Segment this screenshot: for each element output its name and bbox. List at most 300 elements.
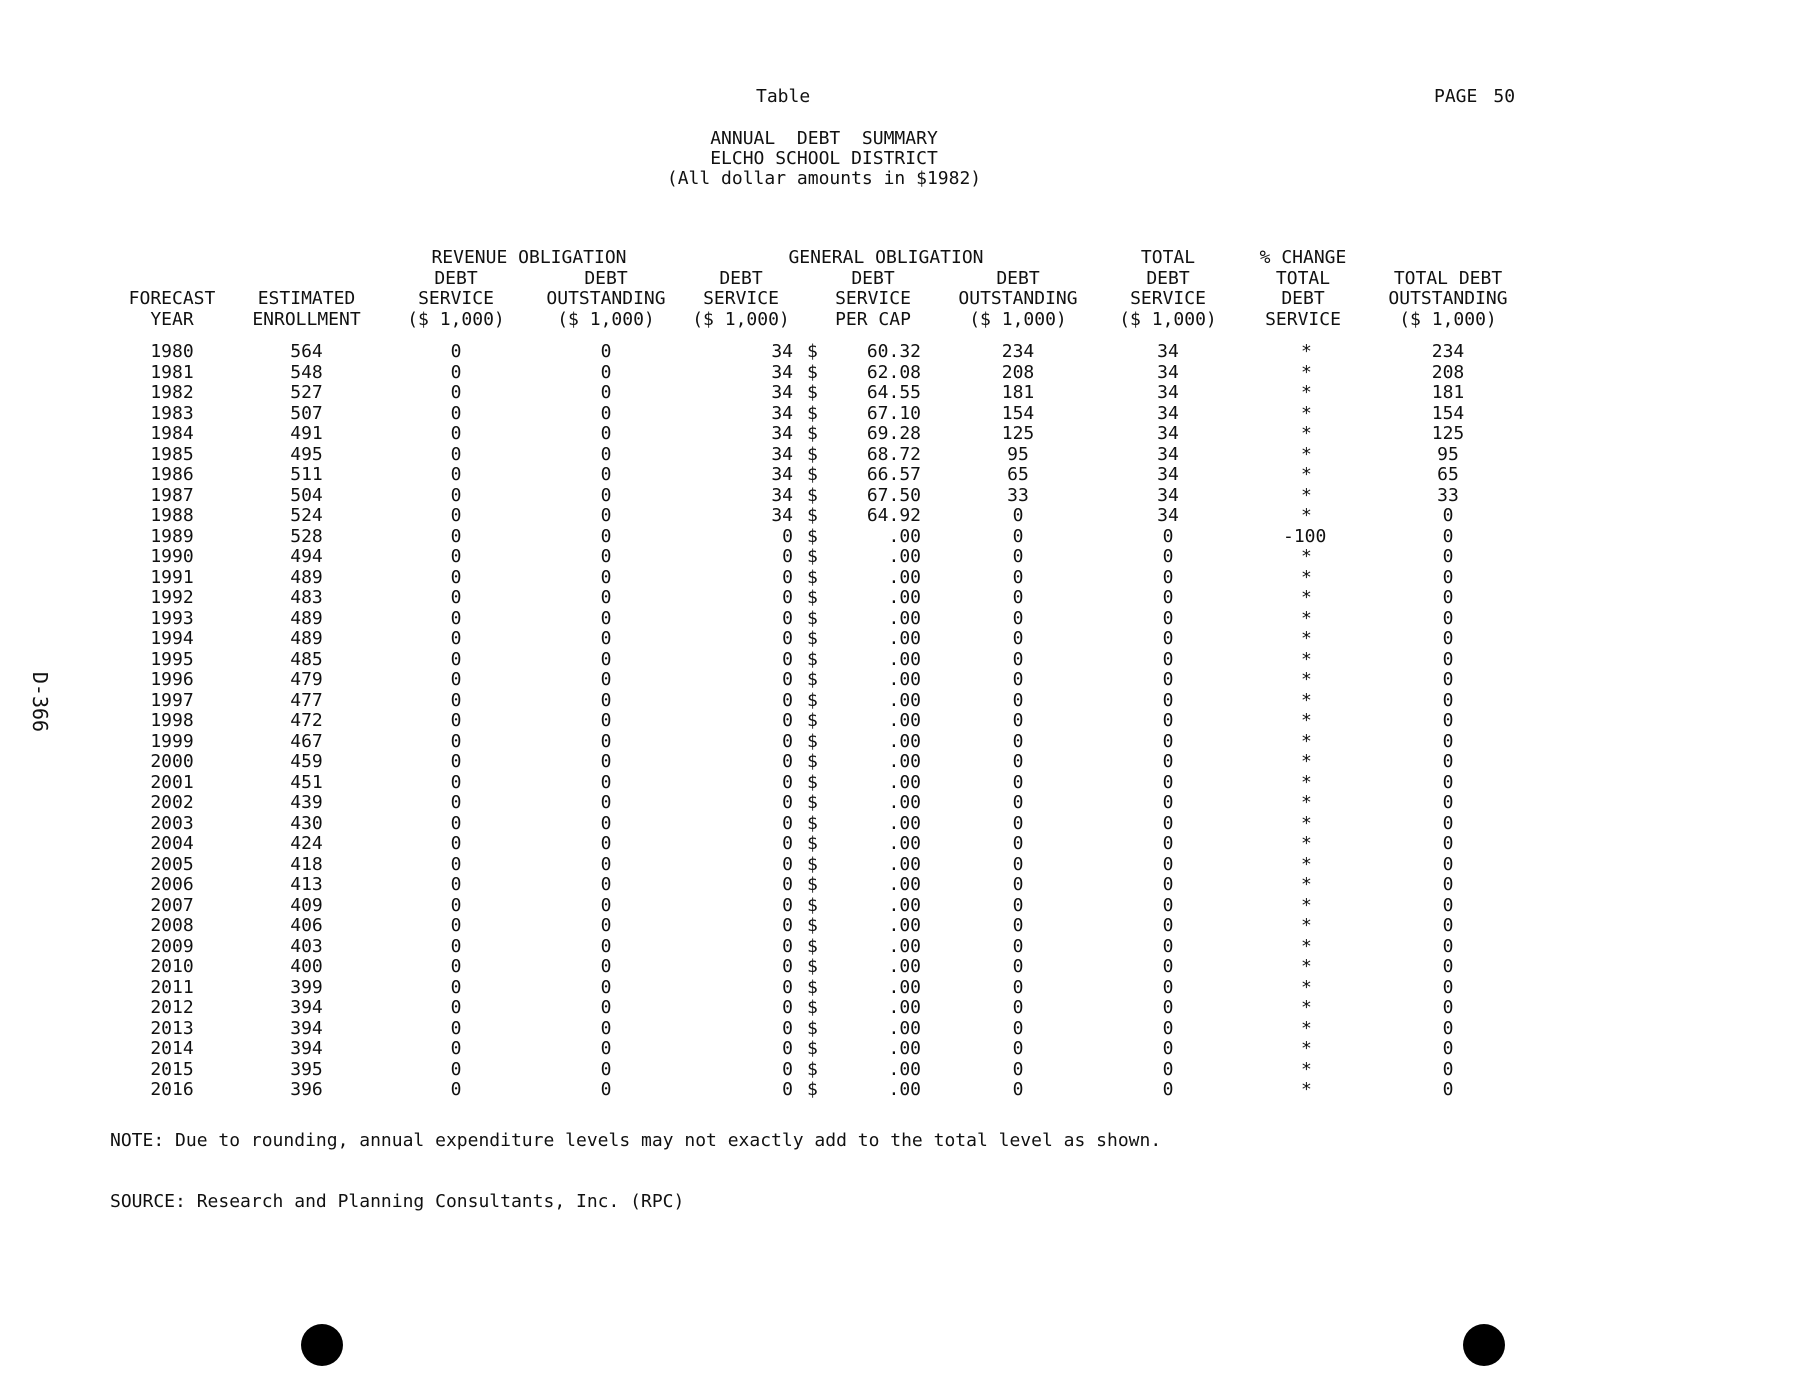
table-row <box>110 855 1533 876</box>
col-header-l3: OUTSTANDING <box>1388 288 1508 309</box>
debt-service-per-cap-cell <box>803 547 943 568</box>
revenue-debt-outstanding-cell: 0 <box>600 648 612 670</box>
general-debt-outstanding-cell: 0 <box>1012 1079 1024 1100</box>
currency-symbol: $ <box>807 648 818 670</box>
table-row <box>110 875 1533 896</box>
percent-change-cell: * <box>1301 730 1312 752</box>
debt-service-per-cap-cell <box>803 383 943 404</box>
debt-service-per-cap-cell <box>803 896 943 917</box>
percent-change-cell: * <box>1301 771 1312 793</box>
total-debt-service-cell: 0 <box>1162 525 1174 547</box>
enrollment-cell: 504 <box>290 484 323 506</box>
currency-symbol: $ <box>807 956 818 977</box>
general-debt-outstanding-cell: 0 <box>1012 874 1024 895</box>
page-number-value: 50 <box>1493 86 1516 107</box>
currency-symbol: $ <box>807 812 818 834</box>
debt-service-per-cap-cell <box>803 752 943 773</box>
revenue-debt-outstanding-cell: 0 <box>600 730 612 752</box>
debt-service-per-cap-cell <box>803 773 943 794</box>
enrollment-cell: 394 <box>290 997 323 1018</box>
revenue-debt-service-cell: 0 <box>450 689 462 711</box>
total-debt-service-cell: 34 <box>1157 443 1179 465</box>
col-header-l3: SERVICE <box>418 288 494 309</box>
total-debt-service-cell: 0 <box>1162 730 1174 752</box>
percent-change-cell: * <box>1301 894 1312 916</box>
table-row <box>110 896 1533 917</box>
table-body <box>110 330 1533 1101</box>
percent-change-cell: * <box>1301 956 1312 977</box>
general-debt-service-cell: 0 <box>782 669 793 690</box>
general-debt-service-cell: 0 <box>782 546 793 567</box>
table-row <box>110 588 1533 609</box>
per-cap-value: .00 <box>888 894 921 916</box>
percent-change-cell: * <box>1301 361 1312 383</box>
enrollment-cell: 467 <box>290 730 323 752</box>
table-row <box>110 506 1533 527</box>
total-debt-service-cell: 34 <box>1157 382 1179 403</box>
general-debt-outstanding-cell: 0 <box>1012 1058 1024 1080</box>
general-debt-service-cell: 0 <box>782 710 793 731</box>
enrollment-cell: 395 <box>290 1058 323 1080</box>
year-cell: 2008 <box>150 915 194 936</box>
year-cell: 1991 <box>150 566 194 588</box>
percent-change-cell: * <box>1301 669 1312 690</box>
year-cell: 2010 <box>150 956 194 977</box>
general-debt-service-cell: 0 <box>782 566 793 588</box>
currency-symbol: $ <box>807 382 818 403</box>
debt-service-per-cap-cell <box>803 711 943 732</box>
table-row <box>110 629 1533 650</box>
general-debt-outstanding-cell: 154 <box>1001 402 1035 424</box>
enrollment-cell: 439 <box>290 792 323 813</box>
revenue-debt-outstanding-cell: 0 <box>600 853 612 875</box>
total-debt-service-cell: 0 <box>1162 935 1174 957</box>
percent-change-cell: * <box>1301 402 1312 424</box>
currency-symbol: $ <box>807 730 818 752</box>
general-debt-service-cell: 34 <box>771 505 793 526</box>
revenue-debt-outstanding-cell: 0 <box>600 792 612 813</box>
table-row <box>110 1080 1533 1101</box>
currency-symbol: $ <box>807 607 818 629</box>
total-debt-outstanding-cell: 0 <box>1442 1058 1454 1080</box>
revenue-debt-outstanding-cell: 0 <box>600 976 612 998</box>
total-debt-service-cell: 34 <box>1157 464 1179 485</box>
general-debt-service-cell: 0 <box>782 1038 793 1059</box>
enrollment-cell: 527 <box>290 382 323 403</box>
percent-change-cell: * <box>1301 1079 1312 1100</box>
percent-change-cell: * <box>1301 853 1312 875</box>
general-debt-outstanding-cell: 0 <box>1012 607 1024 629</box>
enrollment-cell: 451 <box>290 771 323 793</box>
year-cell: 1990 <box>150 546 194 567</box>
total-debt-outstanding-cell: 0 <box>1442 853 1454 875</box>
percent-change-cell: * <box>1301 484 1312 506</box>
enrollment-cell: 406 <box>290 915 323 936</box>
year-cell: 2000 <box>150 751 194 772</box>
revenue-debt-outstanding-cell: 0 <box>600 546 612 567</box>
general-debt-outstanding-cell: 125 <box>1001 423 1035 444</box>
total-debt-outstanding-cell: 0 <box>1442 792 1454 813</box>
percent-change-cell: * <box>1301 648 1312 670</box>
table-row <box>110 547 1533 568</box>
debt-service-per-cap-cell <box>803 834 943 855</box>
debt-service-per-cap-cell <box>803 506 943 527</box>
revenue-debt-service-cell: 0 <box>450 1058 462 1080</box>
year-cell: 1988 <box>150 505 194 526</box>
enrollment-cell: 418 <box>290 853 323 875</box>
table-row <box>110 609 1533 630</box>
total-debt-outstanding-cell: 0 <box>1442 710 1454 731</box>
revenue-debt-outstanding-cell: 0 <box>600 361 612 383</box>
enrollment-cell: 511 <box>290 464 323 485</box>
revenue-debt-service-cell: 0 <box>450 669 462 690</box>
currency-symbol: $ <box>807 1017 818 1039</box>
total-debt-outstanding-cell: 181 <box>1431 382 1465 403</box>
revenue-debt-service-cell: 0 <box>450 710 462 731</box>
per-cap-value: .00 <box>888 628 921 649</box>
revenue-debt-outstanding-cell: 0 <box>600 935 612 957</box>
enrollment-cell: 403 <box>290 935 323 957</box>
year-cell: 2006 <box>150 874 194 895</box>
per-cap-value: .00 <box>888 1017 921 1039</box>
revenue-debt-service-cell: 0 <box>450 505 462 526</box>
general-debt-service-cell: 34 <box>771 402 793 424</box>
table-row <box>110 650 1533 671</box>
table-row <box>110 978 1533 999</box>
table-row <box>110 732 1533 753</box>
revenue-debt-outstanding-cell: 0 <box>600 915 612 936</box>
revenue-debt-outstanding-cell: 0 <box>600 628 612 649</box>
debt-service-per-cap-cell <box>803 957 943 978</box>
year-cell: 1994 <box>150 628 194 649</box>
col-header-l2: DEBT <box>584 267 628 289</box>
general-debt-service-cell: 0 <box>782 751 793 772</box>
total-debt-outstanding-cell: 65 <box>1437 464 1459 485</box>
general-debt-service-cell: 0 <box>782 874 793 895</box>
revenue-debt-service-cell: 0 <box>450 546 462 567</box>
revenue-debt-outstanding-cell: 0 <box>600 607 612 629</box>
enrollment-cell: 489 <box>290 607 323 629</box>
general-debt-service-cell: 0 <box>782 976 793 998</box>
col-header-l2: DEBT <box>434 267 478 289</box>
total-debt-service-cell: 0 <box>1162 812 1174 834</box>
general-debt-outstanding-cell: 0 <box>1012 1017 1024 1039</box>
year-cell: 1981 <box>150 361 194 383</box>
enrollment-cell: 548 <box>290 361 323 383</box>
revenue-debt-service-cell: 0 <box>450 341 462 362</box>
debt-service-per-cap-cell <box>803 404 943 425</box>
general-debt-service-cell: 0 <box>782 935 793 957</box>
total-debt-outstanding-cell: 0 <box>1442 1079 1454 1100</box>
general-debt-service-cell: 0 <box>782 833 793 854</box>
general-debt-outstanding-cell: 0 <box>1012 525 1024 547</box>
debt-service-per-cap-cell <box>803 998 943 1019</box>
total-debt-outstanding-cell: 95 <box>1437 443 1459 465</box>
general-debt-service-cell: 0 <box>782 689 793 711</box>
revenue-debt-service-cell: 0 <box>450 402 462 424</box>
total-debt-service-cell: 0 <box>1162 976 1174 998</box>
currency-symbol: $ <box>807 935 818 957</box>
revenue-debt-outstanding-cell: 0 <box>600 505 612 526</box>
revenue-debt-outstanding-cell: 0 <box>600 689 612 711</box>
total-debt-service-cell: 34 <box>1157 341 1179 362</box>
revenue-debt-service-cell: 0 <box>450 1017 462 1039</box>
revenue-debt-service-cell: 0 <box>450 607 462 629</box>
total-debt-outstanding-cell: 0 <box>1442 874 1454 895</box>
currency-symbol: $ <box>807 505 818 526</box>
year-cell: 1983 <box>150 402 194 424</box>
debt-service-per-cap-cell <box>803 1019 943 1040</box>
table-row <box>110 752 1533 773</box>
year-cell: 1993 <box>150 607 194 629</box>
currency-symbol: $ <box>807 1038 818 1059</box>
total-debt-outstanding-cell: 234 <box>1431 341 1465 362</box>
col-header-l2: DEBT <box>851 267 895 289</box>
year-cell: 1982 <box>150 382 194 403</box>
per-cap-value: .00 <box>888 1079 921 1100</box>
revenue-debt-service-cell: 0 <box>450 997 462 1018</box>
currency-symbol: $ <box>807 525 818 547</box>
table-row <box>110 445 1533 466</box>
total-debt-outstanding-cell: 0 <box>1442 915 1454 936</box>
revenue-debt-outstanding-cell: 0 <box>600 997 612 1018</box>
total-debt-service-cell: 0 <box>1162 669 1174 690</box>
revenue-debt-service-cell: 0 <box>450 771 462 793</box>
col-header-l4: ($ 1,000) <box>407 308 505 330</box>
total-debt-outstanding-cell: 0 <box>1442 997 1454 1018</box>
rounding-note: NOTE: Due to rounding, annual expenditure levels may not exactly add to the total level as shown. <box>110 1130 1162 1151</box>
per-cap-value: .00 <box>888 874 921 895</box>
enrollment-cell: 483 <box>290 587 323 608</box>
per-cap-value: .00 <box>888 546 921 567</box>
total-debt-service-cell: 0 <box>1162 833 1174 854</box>
currency-symbol: $ <box>807 361 818 383</box>
per-cap-value: .00 <box>888 1038 921 1059</box>
table-row <box>110 404 1533 425</box>
year-cell: 2001 <box>150 771 194 793</box>
percent-change-cell: * <box>1301 1058 1312 1080</box>
annual-debt-table <box>110 248 1533 1101</box>
percent-change-cell: * <box>1301 1017 1312 1039</box>
revenue-obligation-header: REVENUE OBLIGATION <box>431 247 627 268</box>
enrollment-cell: 485 <box>290 648 323 670</box>
percent-change-cell: * <box>1301 423 1312 444</box>
percent-change-cell: * <box>1301 607 1312 629</box>
enrollment-cell: 400 <box>290 956 323 977</box>
general-debt-outstanding-cell: 0 <box>1012 894 1024 916</box>
header-row-2 <box>110 269 1533 290</box>
per-cap-value: .00 <box>888 730 921 752</box>
percent-change-cell: * <box>1301 587 1312 608</box>
col-header-l4: SERVICE <box>1265 308 1341 330</box>
table-row <box>110 486 1533 507</box>
per-cap-value: .00 <box>888 997 921 1018</box>
total-debt-outstanding-cell: 0 <box>1442 607 1454 629</box>
currency-symbol: $ <box>807 423 818 444</box>
total-debt-service-cell: 34 <box>1157 505 1179 526</box>
per-cap-value: .00 <box>888 669 921 690</box>
enrollment-cell: 477 <box>290 689 323 711</box>
revenue-debt-outstanding-cell: 0 <box>600 812 612 834</box>
currency-symbol: $ <box>807 792 818 813</box>
general-debt-service-cell: 0 <box>782 525 793 547</box>
col-header-l3: FORECAST <box>128 288 216 309</box>
table-row <box>110 916 1533 937</box>
revenue-debt-outstanding-cell: 0 <box>600 956 612 977</box>
col-header-l2 <box>110 269 234 290</box>
total-debt-outstanding-cell: 0 <box>1442 546 1454 567</box>
enrollment-cell: 507 <box>290 402 323 424</box>
currency-symbol: $ <box>807 341 818 362</box>
total-debt-service-cell: 0 <box>1162 607 1174 629</box>
general-debt-outstanding-cell: 181 <box>1001 382 1035 403</box>
revenue-debt-service-cell: 0 <box>450 792 462 813</box>
general-debt-service-cell: 34 <box>771 443 793 465</box>
total-debt-service-cell: 0 <box>1162 751 1174 772</box>
header-row-4 <box>110 310 1533 331</box>
total-debt-outstanding-cell: 0 <box>1442 730 1454 752</box>
revenue-debt-outstanding-cell: 0 <box>600 1017 612 1039</box>
enrollment-cell: 413 <box>290 874 323 895</box>
year-cell: 1998 <box>150 710 194 731</box>
total-debt-service-cell: 0 <box>1162 628 1174 649</box>
table-title: ANNUAL DEBT SUMMARY <box>710 128 938 149</box>
general-debt-service-cell: 0 <box>782 648 793 670</box>
table-row <box>110 814 1533 835</box>
percent-change-cell: * <box>1301 915 1312 936</box>
general-debt-outstanding-cell: 0 <box>1012 812 1024 834</box>
enrollment-cell: 409 <box>290 894 323 916</box>
currency-symbol: $ <box>807 443 818 465</box>
total-debt-outstanding-cell: 0 <box>1442 628 1454 649</box>
general-debt-outstanding-cell: 0 <box>1012 587 1024 608</box>
enrollment-cell: 479 <box>290 669 323 690</box>
general-debt-service-cell: 34 <box>771 341 793 362</box>
general-debt-service-cell: 0 <box>782 894 793 916</box>
revenue-debt-service-cell: 0 <box>450 894 462 916</box>
revenue-debt-outstanding-cell: 0 <box>600 587 612 608</box>
total-debt-outstanding-cell: 0 <box>1442 525 1454 547</box>
debt-service-per-cap-cell <box>803 855 943 876</box>
per-cap-value: .00 <box>888 607 921 629</box>
enrollment-cell: 396 <box>290 1079 323 1100</box>
total-debt-service-cell: 34 <box>1157 361 1179 383</box>
col-header-line1: % CHANGE <box>1259 247 1347 268</box>
year-cell: 2013 <box>150 1017 194 1039</box>
currency-symbol: $ <box>807 751 818 772</box>
percent-change-cell: * <box>1301 382 1312 403</box>
general-debt-outstanding-cell: 0 <box>1012 997 1024 1018</box>
debt-service-per-cap-cell <box>803 650 943 671</box>
percent-change-cell: * <box>1301 628 1312 649</box>
col-header-l3: SERVICE <box>703 288 779 309</box>
general-debt-outstanding-cell: 0 <box>1012 566 1024 588</box>
enrollment-cell: 399 <box>290 976 323 998</box>
year-cell: 1997 <box>150 689 194 711</box>
currency-symbol: $ <box>807 710 818 731</box>
debt-service-per-cap-cell <box>803 937 943 958</box>
revenue-debt-service-cell: 0 <box>450 648 462 670</box>
debt-service-per-cap-cell <box>803 875 943 896</box>
col-header-l4: ($ 1,000) <box>969 308 1067 330</box>
revenue-debt-outstanding-cell: 0 <box>600 464 612 485</box>
general-debt-service-cell: 0 <box>782 1058 793 1080</box>
total-debt-outstanding-cell: 0 <box>1442 689 1454 711</box>
percent-change-cell: * <box>1301 546 1312 567</box>
currency-symbol: $ <box>807 484 818 506</box>
revenue-debt-outstanding-cell: 0 <box>600 833 612 854</box>
revenue-debt-outstanding-cell: 0 <box>600 710 612 731</box>
currency-symbol: $ <box>807 628 818 649</box>
general-debt-service-cell: 0 <box>782 956 793 977</box>
total-debt-service-cell: 0 <box>1162 1017 1174 1039</box>
general-debt-outstanding-cell: 0 <box>1012 628 1024 649</box>
total-debt-service-cell: 0 <box>1162 915 1174 936</box>
total-debt-outstanding-cell: 0 <box>1442 669 1454 690</box>
general-debt-outstanding-cell: 0 <box>1012 505 1024 526</box>
table-row <box>110 670 1533 691</box>
table-row <box>110 330 1533 363</box>
total-debt-outstanding-cell: 0 <box>1442 976 1454 998</box>
debt-service-per-cap-cell <box>803 465 943 486</box>
general-debt-outstanding-cell: 0 <box>1012 710 1024 731</box>
percent-change-cell: * <box>1301 874 1312 895</box>
currency-symbol: $ <box>807 1058 818 1080</box>
general-debt-service-cell: 0 <box>782 607 793 629</box>
col-header-l3: OUTSTANDING <box>958 288 1078 309</box>
per-cap-value: .00 <box>888 812 921 834</box>
percent-change-cell: * <box>1301 833 1312 854</box>
revenue-debt-outstanding-cell: 0 <box>600 525 612 547</box>
revenue-debt-service-cell: 0 <box>450 443 462 465</box>
year-cell: 1984 <box>150 423 194 444</box>
revenue-debt-outstanding-cell: 0 <box>600 669 612 690</box>
general-debt-service-cell: 0 <box>782 812 793 834</box>
col-header-l2: TOTAL DEBT <box>1393 267 1503 289</box>
year-cell: 1987 <box>150 484 194 506</box>
col-header-l3: ESTIMATED <box>257 288 356 309</box>
debt-service-per-cap-cell <box>803 609 943 630</box>
debt-service-per-cap-cell <box>803 568 943 589</box>
year-cell: 1996 <box>150 669 194 690</box>
table-row <box>110 834 1533 855</box>
per-cap-value: .00 <box>888 915 921 936</box>
total-debt-service-cell: 0 <box>1162 648 1174 670</box>
revenue-debt-outstanding-cell: 0 <box>600 382 612 403</box>
revenue-debt-outstanding-cell: 0 <box>600 484 612 506</box>
revenue-debt-outstanding-cell: 0 <box>600 874 612 895</box>
revenue-debt-service-cell: 0 <box>450 730 462 752</box>
per-cap-value: .00 <box>888 587 921 608</box>
currency-symbol: $ <box>807 894 818 916</box>
enrollment-cell: 394 <box>290 1017 323 1039</box>
general-debt-service-cell: 0 <box>782 792 793 813</box>
currency-symbol: $ <box>807 669 818 690</box>
revenue-debt-service-cell: 0 <box>450 587 462 608</box>
col-header-l3: OUTSTANDING <box>546 288 666 309</box>
total-debt-service-cell: 34 <box>1157 484 1179 506</box>
per-cap-value: .00 <box>888 1058 921 1080</box>
revenue-debt-service-cell: 0 <box>450 628 462 649</box>
table-row <box>110 363 1533 384</box>
total-debt-outstanding-cell: 0 <box>1442 833 1454 854</box>
debt-service-per-cap-cell <box>803 363 943 384</box>
revenue-debt-outstanding-cell: 0 <box>600 1058 612 1080</box>
general-debt-outstanding-cell: 0 <box>1012 833 1024 854</box>
per-cap-value: .00 <box>888 976 921 998</box>
general-debt-outstanding-cell: 0 <box>1012 853 1024 875</box>
revenue-debt-service-cell: 0 <box>450 1079 462 1100</box>
